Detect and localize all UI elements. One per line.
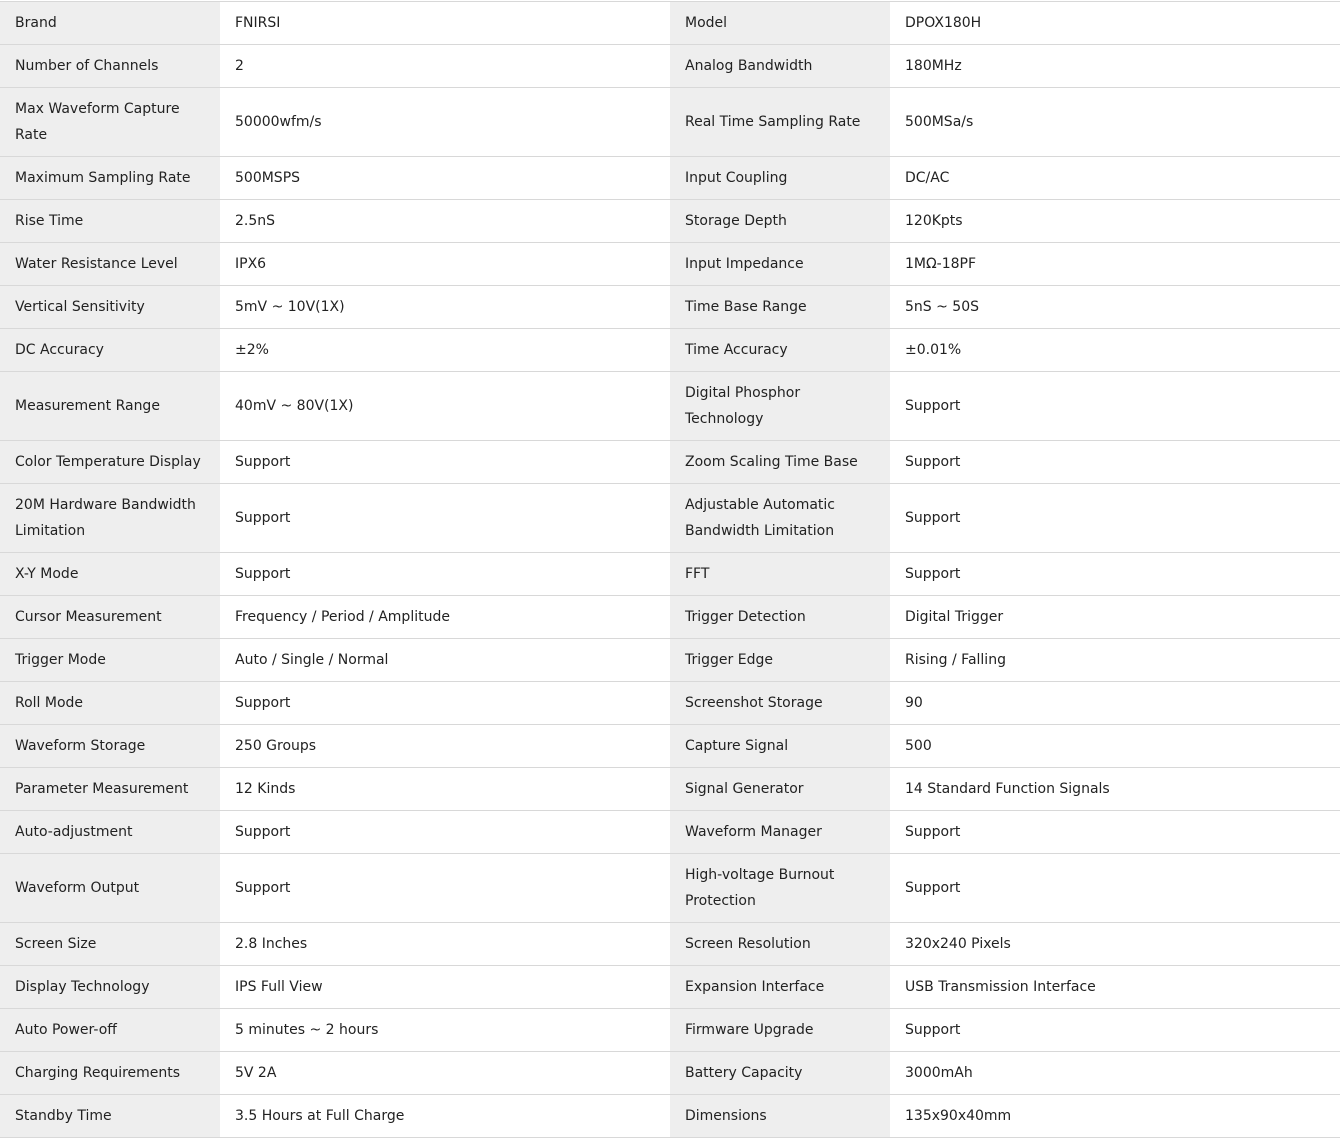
spec-value: Support (890, 811, 1340, 854)
table-row (0, 854, 1340, 923)
table-row (0, 88, 1340, 157)
spec-label: Storage Depth (670, 200, 890, 243)
spec-value: Support (220, 811, 670, 854)
spec-value: 40mV ~ 80V(1X) (220, 372, 670, 441)
spec-label: Signal Generator (670, 768, 890, 811)
spec-label: Max Waveform Capture Rate (0, 88, 220, 157)
spec-value: 50000wfm/s (220, 88, 670, 157)
spec-value: 120Kpts (890, 200, 1340, 243)
spec-label: Screen Resolution (670, 923, 890, 966)
spec-label: Brand (0, 2, 220, 45)
spec-value: FNIRSI (220, 2, 670, 45)
spec-value: 2.8 Inches (220, 923, 670, 966)
spec-value: 500MSa/s (890, 88, 1340, 157)
spec-label: Waveform Output (0, 854, 220, 923)
table-row (0, 553, 1340, 596)
spec-label: Charging Requirements (0, 1052, 220, 1095)
spec-table-body (0, 2, 1340, 1138)
spec-label: Time Base Range (670, 286, 890, 329)
spec-value: 14 Standard Function Signals (890, 768, 1340, 811)
spec-label: Input Coupling (670, 157, 890, 200)
spec-label: Water Resistance Level (0, 243, 220, 286)
spec-label: High-voltage Burnout Protection (670, 854, 890, 923)
spec-label: Model (670, 2, 890, 45)
spec-label: Real Time Sampling Rate (670, 88, 890, 157)
spec-value: Support (890, 553, 1340, 596)
table-row (0, 372, 1340, 441)
table-row (0, 2, 1340, 45)
spec-label: Maximum Sampling Rate (0, 157, 220, 200)
spec-value: Rising / Falling (890, 639, 1340, 682)
table-row (0, 1052, 1340, 1095)
spec-value: ±0.01% (890, 329, 1340, 372)
spec-label: Roll Mode (0, 682, 220, 725)
spec-label: Auto Power-off (0, 1009, 220, 1052)
spec-value: 500MSPS (220, 157, 670, 200)
spec-label: Display Technology (0, 966, 220, 1009)
spec-label: Screenshot Storage (670, 682, 890, 725)
table-row (0, 286, 1340, 329)
spec-label: Firmware Upgrade (670, 1009, 890, 1052)
spec-value: 320x240 Pixels (890, 923, 1340, 966)
spec-value: Digital Trigger (890, 596, 1340, 639)
spec-value: 5V 2A (220, 1052, 670, 1095)
spec-label: Waveform Manager (670, 811, 890, 854)
spec-value: 180MHz (890, 45, 1340, 88)
spec-label: Adjustable Automatic Bandwidth Limitation (670, 484, 890, 553)
table-row (0, 596, 1340, 639)
spec-value: USB Transmission Interface (890, 966, 1340, 1009)
spec-value: 12 Kinds (220, 768, 670, 811)
spec-label: 20M Hardware Bandwidth Limitation (0, 484, 220, 553)
table-row (0, 1095, 1340, 1138)
spec-value: 500 (890, 725, 1340, 768)
spec-value: Support (890, 372, 1340, 441)
spec-label: Trigger Detection (670, 596, 890, 639)
table-row (0, 1009, 1340, 1052)
table-row (0, 441, 1340, 484)
spec-value: 5nS ~ 50S (890, 286, 1340, 329)
spec-value: 5mV ~ 10V(1X) (220, 286, 670, 329)
table-row (0, 768, 1340, 811)
spec-value: Support (890, 441, 1340, 484)
spec-label: Rise Time (0, 200, 220, 243)
table-row (0, 484, 1340, 553)
spec-value: 2.5nS (220, 200, 670, 243)
spec-value: 250 Groups (220, 725, 670, 768)
table-row (0, 200, 1340, 243)
spec-label: Color Temperature Display (0, 441, 220, 484)
spec-value: 1MΩ-18PF (890, 243, 1340, 286)
spec-label: Trigger Mode (0, 639, 220, 682)
spec-value: IPX6 (220, 243, 670, 286)
spec-label: Battery Capacity (670, 1052, 890, 1095)
spec-label: Digital Phosphor Technology (670, 372, 890, 441)
spec-value: 2 (220, 45, 670, 88)
spec-value: 5 minutes ~ 2 hours (220, 1009, 670, 1052)
spec-label: Capture Signal (670, 725, 890, 768)
table-row (0, 329, 1340, 372)
spec-label: Auto-adjustment (0, 811, 220, 854)
spec-value: Support (890, 484, 1340, 553)
spec-label: Analog Bandwidth (670, 45, 890, 88)
spec-value: Auto / Single / Normal (220, 639, 670, 682)
spec-value: DPOX180H (890, 2, 1340, 45)
table-row (0, 243, 1340, 286)
spec-value: Support (890, 1009, 1340, 1052)
spec-label: X-Y Mode (0, 553, 220, 596)
table-row (0, 923, 1340, 966)
spec-value: Frequency / Period / Amplitude (220, 596, 670, 639)
spec-label: Measurement Range (0, 372, 220, 441)
spec-value: Support (220, 441, 670, 484)
spec-value: DC/AC (890, 157, 1340, 200)
spec-label: Cursor Measurement (0, 596, 220, 639)
spec-label: Number of Channels (0, 45, 220, 88)
spec-value: Support (220, 484, 670, 553)
spec-label: FFT (670, 553, 890, 596)
spec-label: Screen Size (0, 923, 220, 966)
spec-label: Time Accuracy (670, 329, 890, 372)
spec-value: Support (220, 682, 670, 725)
spec-value: IPS Full View (220, 966, 670, 1009)
spec-label: Waveform Storage (0, 725, 220, 768)
spec-value: Support (890, 854, 1340, 923)
table-row (0, 725, 1340, 768)
spec-label: DC Accuracy (0, 329, 220, 372)
spec-label: Zoom Scaling Time Base (670, 441, 890, 484)
spec-label: Parameter Measurement (0, 768, 220, 811)
spec-label: Vertical Sensitivity (0, 286, 220, 329)
table-row (0, 682, 1340, 725)
table-row (0, 966, 1340, 1009)
table-row (0, 811, 1340, 854)
spec-label: Expansion Interface (670, 966, 890, 1009)
spec-value: Support (220, 854, 670, 923)
table-row (0, 45, 1340, 88)
spec-value: 135x90x40mm (890, 1095, 1340, 1138)
spec-label: Trigger Edge (670, 639, 890, 682)
spec-label: Input Impedance (670, 243, 890, 286)
spec-value: Support (220, 553, 670, 596)
spec-label: Standby Time (0, 1095, 220, 1138)
table-row (0, 157, 1340, 200)
spec-value: 90 (890, 682, 1340, 725)
spec-value: 3.5 Hours at Full Charge (220, 1095, 670, 1138)
table-row (0, 639, 1340, 682)
spec-table (0, 1, 1340, 1138)
spec-label: Dimensions (670, 1095, 890, 1138)
spec-value: 3000mAh (890, 1052, 1340, 1095)
spec-value: ±2% (220, 329, 670, 372)
